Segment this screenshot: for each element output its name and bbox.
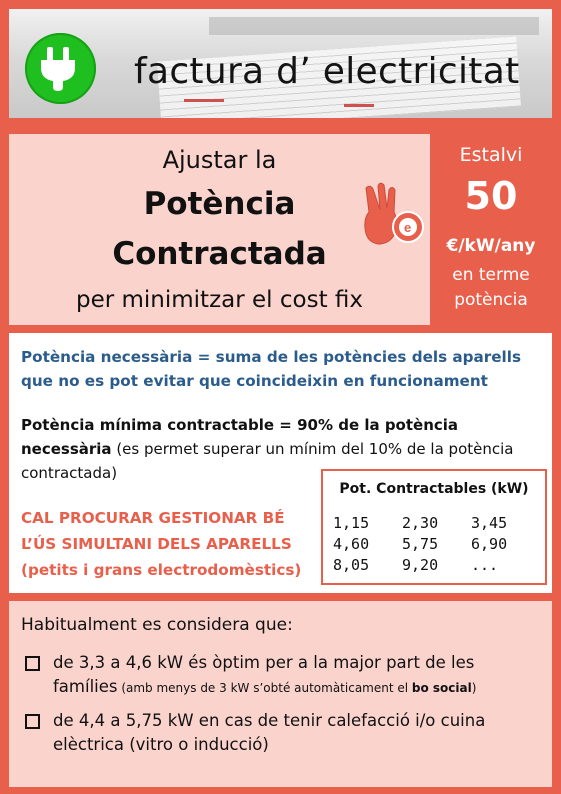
table-cell: 3,45 <box>471 514 508 532</box>
checkbox-bullet-icon <box>25 714 40 729</box>
savings-label: Estalvi <box>459 144 523 166</box>
svg-text:e: e <box>404 220 412 235</box>
ok-hand-logo-icon <box>360 180 430 250</box>
recommendations-intro: Habitualment es considera que: <box>21 615 293 635</box>
title-line-4: per minimitzar el cost fix <box>75 287 363 313</box>
savings-note-2: potència <box>454 290 528 310</box>
table-cell: 4,60 <box>333 535 370 553</box>
table-header: Pot. Contractables (kW) <box>339 481 529 497</box>
table-row <box>333 535 541 556</box>
recommendation-note-end: ) <box>471 681 477 695</box>
title-line-3: Contractada <box>112 236 327 272</box>
table-cell: 1,15 <box>333 514 370 532</box>
recommendation-item <box>53 651 543 700</box>
table-cell: ... <box>471 556 499 574</box>
definition-minimum-power-rest: (es permet superar un mínim del 10% de la potència contractada) <box>21 440 514 482</box>
title-line-2: Potència <box>143 186 296 222</box>
table-cell: 6,90 <box>471 535 508 553</box>
table-cell: 8,05 <box>333 556 370 574</box>
title-line-1: Ajustar la <box>162 146 277 174</box>
bill-highlight <box>184 99 224 102</box>
recommendation-text: de 4,4 a 5,75 kW en cas de tenir calefacció i/o cuina elèctrica (vitro o inducció) <box>53 711 486 754</box>
recommendations-panel <box>9 601 552 787</box>
warning-text: CAL PROCURAR GESTIONAR BÉ L’ÚS SIMULTANI DELS APARELLS (petits i grans electrodomèstics) <box>21 509 302 579</box>
savings-unit: €/kW/any <box>446 236 536 256</box>
table-cell: 2,30 <box>402 514 439 532</box>
plug-icon <box>25 33 96 104</box>
contractable-power-table <box>321 469 547 585</box>
recommendation-text: de 3,3 a 4,6 kW és òptim per a la major part de les famílies <box>53 653 475 696</box>
header-title: factura d’ electricitat <box>134 51 520 92</box>
savings-note-1: en terme <box>452 265 530 285</box>
savings-value: 50 <box>464 174 518 218</box>
header-banner <box>9 9 552 118</box>
table-row <box>333 514 541 535</box>
bill-highlight <box>344 104 374 107</box>
bill-background <box>209 17 539 35</box>
table-cell: 9,20 <box>402 556 439 574</box>
table-grid <box>333 514 541 577</box>
definition-necessary-power: Potència necessària = suma de les potències dels aparells que no es pot evitar que coincideixin en funcionament <box>21 348 522 390</box>
recommendation-item <box>53 709 543 757</box>
recommendation-note: (amb menys de 3 kW s’obté automàticament el <box>117 681 412 695</box>
checkbox-bullet-icon <box>25 656 40 671</box>
table-cell: 5,75 <box>402 535 439 553</box>
table-row <box>333 556 541 577</box>
info-panel <box>9 333 552 593</box>
recommendation-note-bold: bo social <box>411 681 472 695</box>
definition-minimum-power-bold: Potència mínima contractable = 90% de la potència necessària <box>21 416 459 458</box>
